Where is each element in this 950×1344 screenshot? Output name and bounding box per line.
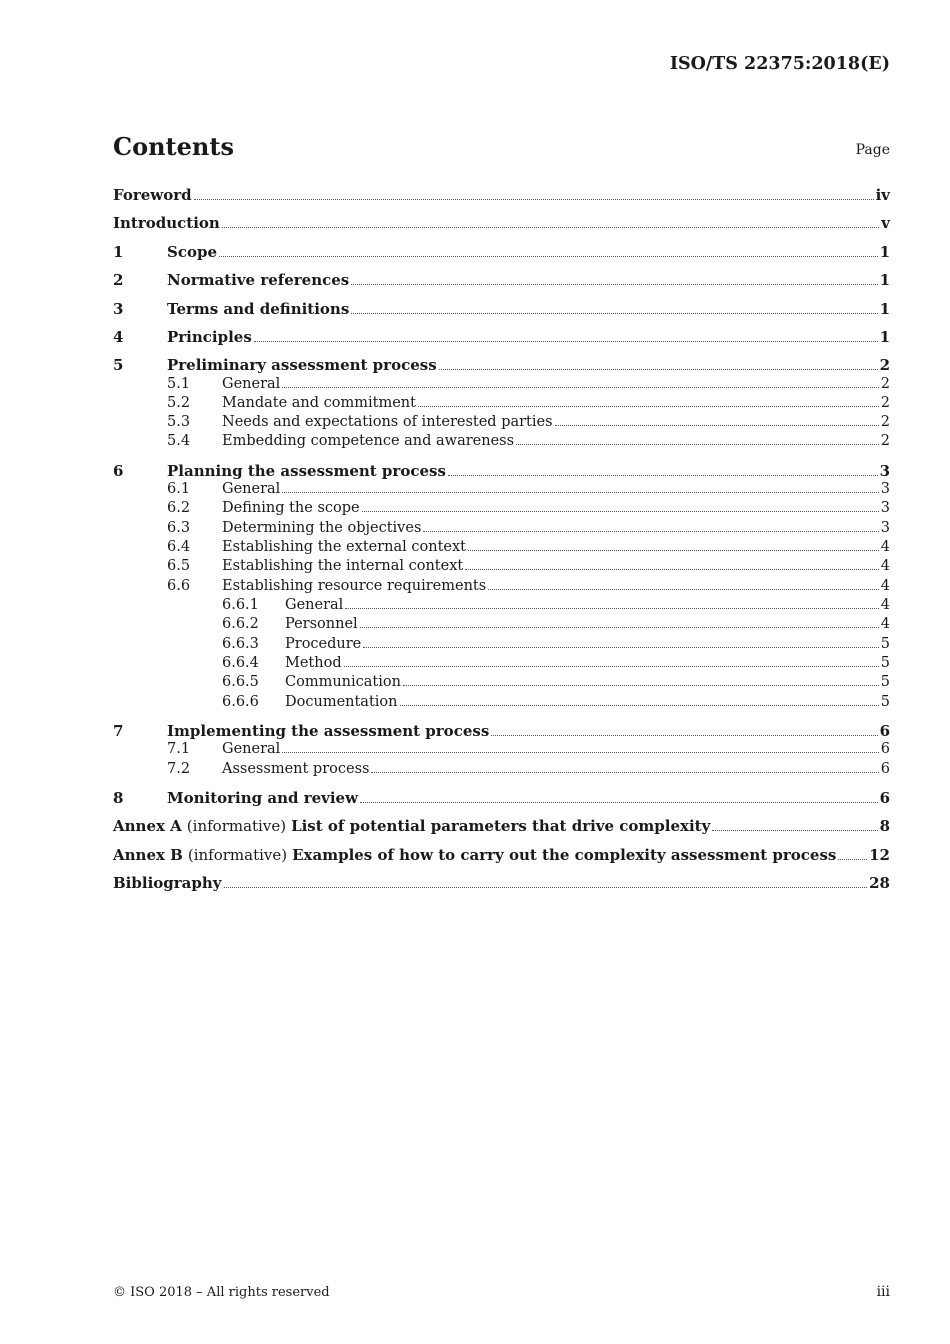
toc-entry-title: Assessment process	[222, 761, 370, 777]
toc-entry-title: Needs and expectations of interested parties	[222, 414, 553, 430]
dot-leader	[516, 443, 879, 445]
toc-entry-page: 6	[879, 789, 890, 807]
dot-leader	[371, 771, 878, 773]
dot-leader	[418, 405, 879, 407]
toc-entry[interactable]	[113, 558, 890, 578]
dot-leader	[282, 386, 878, 388]
page-column-label: Page	[855, 142, 890, 158]
toc-entry-page: 2	[880, 433, 890, 449]
toc-entry-title: Implementing the assessment process	[167, 722, 490, 740]
toc-entry-title: Determining the objectives	[222, 520, 422, 536]
toc-entry-page: 8	[879, 817, 890, 835]
toc-entry-number: 7.1	[167, 741, 191, 757]
toc-entry-page: 4	[880, 616, 890, 632]
dot-leader	[362, 510, 879, 512]
toc-entry[interactable]	[113, 578, 890, 598]
toc-entry-page: 2	[879, 356, 890, 374]
toc-entry[interactable]	[113, 271, 890, 291]
toc-entry-number: 5	[113, 356, 124, 374]
dot-leader	[360, 801, 878, 803]
toc-entry[interactable]	[113, 500, 890, 520]
toc-entry[interactable]	[113, 846, 890, 866]
toc-entry-number: 6.6.2	[222, 616, 259, 632]
toc-entry-number: 4	[113, 328, 124, 346]
toc-entry-number: Annex A	[113, 817, 182, 835]
toc-entry-page: 5	[880, 655, 890, 671]
toc-entry-page: iv	[875, 186, 890, 204]
toc-entry[interactable]	[113, 597, 890, 617]
toc-entry[interactable]	[113, 741, 890, 761]
toc-entry-title: Method	[285, 655, 342, 671]
toc-entry-page: 4	[880, 578, 890, 594]
toc-entry-title: Monitoring and review	[167, 789, 359, 807]
toc-entry-title: Establishing resource requirements	[222, 578, 487, 594]
toc-entry[interactable]	[113, 328, 890, 348]
toc-entry-number: 1	[113, 243, 124, 261]
toc-entry[interactable]	[113, 481, 890, 501]
dot-leader	[439, 368, 878, 370]
toc-entry-page: 3	[880, 520, 890, 536]
toc-entry-number: 5.4	[167, 433, 191, 449]
toc-entry-title: Mandate and commitment	[222, 395, 416, 411]
toc-entry-number: 6.6.3	[222, 636, 259, 652]
toc-entry-page: 1	[879, 243, 890, 261]
toc-entry-page: 6	[879, 722, 890, 740]
dot-leader	[488, 588, 879, 590]
dot-leader	[555, 424, 879, 426]
dot-leader	[282, 491, 878, 493]
toc-entry-title: Establishing the internal context	[222, 558, 464, 574]
toc-entry[interactable]	[113, 433, 890, 453]
toc-entry-number: 6	[113, 462, 124, 480]
toc-entry-number: Annex B	[113, 846, 183, 864]
dot-leader	[194, 198, 874, 200]
toc-entry-number: 8	[113, 789, 124, 807]
dot-leader	[448, 474, 878, 476]
toc-entry-number: 5.1	[167, 376, 191, 392]
toc-entry-title: Examples of how to carry out the complexity assessment process	[292, 846, 837, 864]
dot-leader	[712, 829, 877, 831]
toc-entry-number: 5.3	[167, 414, 191, 430]
toc-entry-title: Preliminary assessment process	[167, 356, 437, 374]
toc-entry-number: 6.2	[167, 500, 191, 516]
toc-entry-page: 5	[880, 636, 890, 652]
toc-entry[interactable]	[113, 616, 890, 636]
toc-entry-number: 6.5	[167, 558, 191, 574]
toc-entry-page: 2	[880, 414, 890, 430]
dot-leader	[423, 530, 878, 532]
toc-entry-title: Embedding competence and awareness	[222, 433, 515, 449]
toc-entry-page: 2	[880, 395, 890, 411]
toc-entry[interactable]	[113, 694, 890, 714]
toc-entry-page: 3	[879, 462, 890, 480]
toc-entry-page: 1	[879, 300, 890, 318]
toc-entry-page: 2	[880, 376, 890, 392]
toc-entry-title: Bibliography	[113, 874, 222, 892]
toc-entry-number: 2	[113, 271, 124, 289]
dot-leader	[400, 704, 879, 706]
toc-entry[interactable]	[113, 186, 890, 206]
toc-entry[interactable]	[113, 789, 890, 809]
toc-entry-page: 1	[879, 328, 890, 346]
dot-leader	[491, 734, 877, 736]
toc-entry[interactable]	[113, 761, 890, 781]
toc-entry-annex-type: (informative)	[187, 846, 288, 864]
toc-entry[interactable]	[113, 674, 890, 694]
toc-entry[interactable]	[113, 636, 890, 656]
dot-leader	[360, 626, 879, 628]
toc-entry-page: 3	[880, 500, 890, 516]
contents-heading: Contents	[113, 132, 234, 161]
dot-leader	[224, 886, 868, 888]
dot-leader	[254, 340, 878, 342]
toc-entry-number: 6.6.1	[222, 597, 259, 613]
toc-entry[interactable]	[113, 414, 890, 434]
document-identifier: ISO/TS 22375:2018(E)	[669, 54, 890, 74]
toc-entry-annex-type: (informative)	[186, 817, 287, 835]
dot-leader	[222, 226, 879, 228]
dot-leader	[219, 255, 878, 257]
toc-entry-number: 6.6.4	[222, 655, 259, 671]
toc-entry[interactable]	[113, 243, 890, 263]
toc-entry-page: v	[881, 214, 890, 232]
toc-entry-title: Scope	[167, 243, 218, 261]
toc-entry-title: Introduction	[113, 214, 220, 232]
toc-entry-page: 28	[869, 874, 890, 892]
toc-entry-title: Documentation	[285, 694, 398, 710]
toc-entry[interactable]	[113, 722, 890, 742]
toc-entry-number: 6.3	[167, 520, 191, 536]
toc-entry[interactable]	[113, 874, 890, 894]
toc-entry[interactable]	[113, 817, 890, 837]
toc-entry-number: 7.2	[167, 761, 191, 777]
toc-entry-number: 6.6	[167, 578, 191, 594]
toc-entry[interactable]	[113, 539, 890, 559]
toc-entry-number: 6.1	[167, 481, 191, 497]
dot-leader	[838, 858, 867, 860]
toc-entry[interactable]	[113, 214, 890, 234]
toc-entry-page: 5	[880, 694, 890, 710]
toc-entry[interactable]	[113, 462, 890, 482]
toc-entry-page: 4	[880, 539, 890, 555]
toc-entry-page: 5	[880, 674, 890, 690]
toc-entry-title: Planning the assessment process	[167, 462, 446, 480]
toc-entry-title: General	[222, 376, 281, 392]
toc-entry-title: Communication	[285, 674, 401, 690]
toc-entry-title: Defining the scope	[222, 500, 360, 516]
dot-leader	[345, 607, 878, 609]
toc-entry-page: 3	[880, 481, 890, 497]
toc-entry-title: Personnel	[285, 616, 358, 632]
toc-entry-page: 4	[880, 558, 890, 574]
dot-leader	[468, 549, 879, 551]
toc-entry[interactable]	[113, 520, 890, 540]
toc-entry-number: 6.6.5	[222, 674, 259, 690]
toc-entry-title: Normative references	[167, 271, 350, 289]
toc-entry-number: 6.4	[167, 539, 191, 555]
toc-entry-number: 6.6.6	[222, 694, 259, 710]
dot-leader	[344, 665, 879, 667]
toc-entry-number: 5.2	[167, 395, 191, 411]
toc-entry[interactable]	[113, 395, 890, 415]
toc-entry-page: 6	[880, 761, 890, 777]
toc-entry[interactable]	[113, 300, 890, 320]
toc-entry-page: 6	[880, 741, 890, 757]
toc-entry[interactable]	[113, 376, 890, 396]
dot-leader	[351, 283, 877, 285]
dot-leader	[282, 751, 878, 753]
toc-entry-title: Procedure	[285, 636, 362, 652]
toc-entry-number: 7	[113, 722, 124, 740]
toc-entry-title: General	[222, 481, 281, 497]
toc-entry-number: 3	[113, 300, 124, 318]
toc-entry[interactable]	[113, 655, 890, 675]
dot-leader	[363, 646, 879, 648]
page-number: iii	[876, 1284, 890, 1300]
dot-leader	[351, 312, 877, 314]
toc-entry[interactable]	[113, 356, 890, 376]
toc-entry-title: General	[285, 597, 344, 613]
toc-entry-page: 12	[869, 846, 890, 864]
copyright-notice: © ISO 2018 – All rights reserved	[113, 1285, 330, 1300]
dot-leader	[465, 568, 879, 570]
toc-entry-title: General	[222, 741, 281, 757]
toc-entry-page: 4	[880, 597, 890, 613]
toc-entry-title: Terms and definitions	[167, 300, 350, 318]
toc-entry-title: List of potential parameters that drive complexity	[291, 817, 711, 835]
toc-entry-title: Principles	[167, 328, 252, 346]
toc-entry-page: 1	[879, 271, 890, 289]
toc-entry-title: Foreword	[113, 186, 192, 204]
toc-entry-title: Establishing the external context	[222, 539, 466, 555]
dot-leader	[403, 684, 879, 686]
